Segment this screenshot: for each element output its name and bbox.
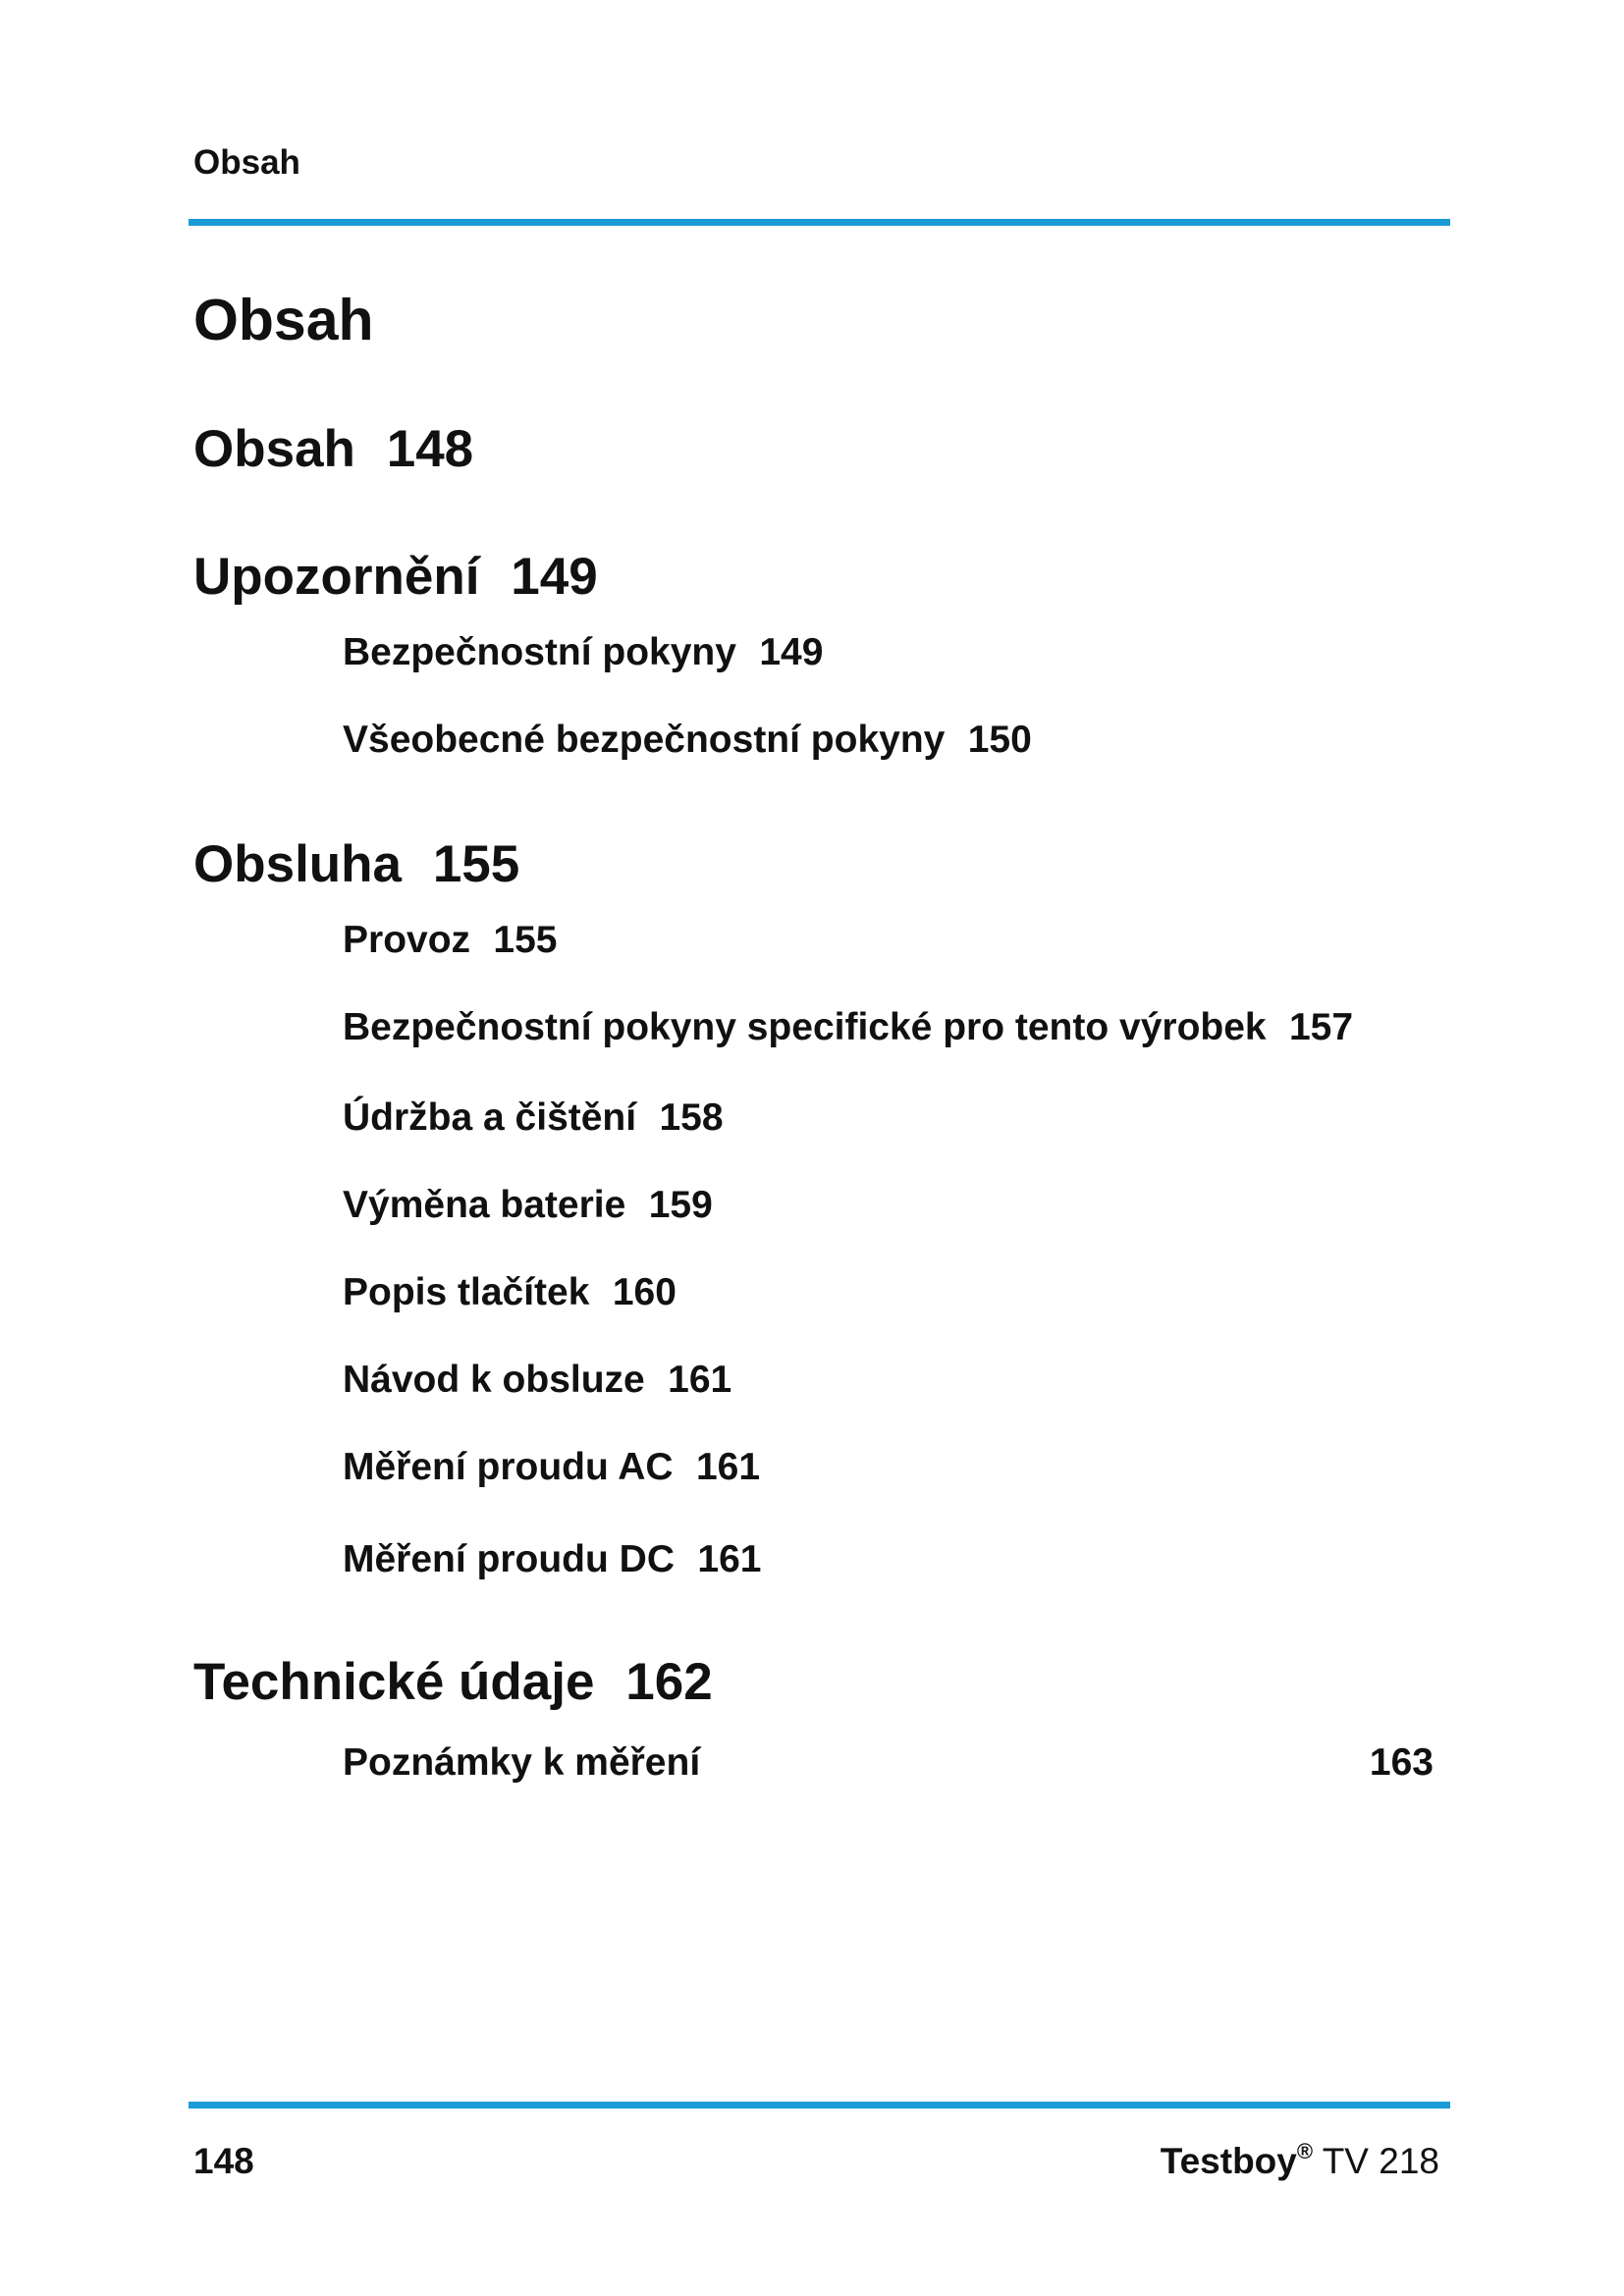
toc-entry-poznamky-k-mereni[interactable] bbox=[343, 1741, 1434, 1785]
running-header: Obsah bbox=[193, 143, 300, 182]
toc-entry-page: 159 bbox=[648, 1184, 713, 1226]
toc-entry-title: Bezpečnostní pokyny specifické pro tento výrobek bbox=[343, 1006, 1267, 1048]
toc-entry-mereni-proudu-dc[interactable] bbox=[343, 1538, 761, 1581]
toc-entry-page: 163 bbox=[1369, 1741, 1434, 1784]
toc-entry-vymena-baterie[interactable] bbox=[343, 1184, 713, 1227]
toc-entry-title: Poznámky k měření bbox=[343, 1741, 701, 1784]
toc-entry-page: 161 bbox=[668, 1359, 732, 1401]
toc-entry-bezpecnostni-pokyny-specificke[interactable] bbox=[343, 1006, 1353, 1049]
toc-entry-bezpecnostni-pokyny[interactable] bbox=[343, 631, 823, 674]
toc-entry-title: Technické údaje bbox=[193, 1653, 595, 1711]
page-title: Obsah bbox=[193, 288, 374, 352]
toc-entry-title: Obsluha bbox=[193, 835, 403, 893]
toc-entry-title: Upozornění bbox=[193, 548, 480, 606]
toc-entry-title: Výměna baterie bbox=[343, 1184, 626, 1226]
toc-entry-page: 149 bbox=[511, 548, 598, 606]
brand-name: Testboy bbox=[1160, 2141, 1297, 2181]
toc-entry-title: Měření proudu DC bbox=[343, 1538, 675, 1580]
toc-entry-technicke-udaje[interactable] bbox=[193, 1652, 713, 1712]
toc-entry-page: 148 bbox=[386, 420, 474, 478]
toc-entry-page: 162 bbox=[625, 1653, 713, 1711]
footer-page-number: 148 bbox=[193, 2141, 254, 2181]
registered-mark: ® bbox=[1296, 2139, 1314, 2163]
toc-entry-navod-k-obsluze[interactable] bbox=[343, 1359, 731, 1402]
toc-entry-page: 161 bbox=[697, 1538, 762, 1580]
toc-entry-udrzba-a-cisteni[interactable] bbox=[343, 1096, 724, 1140]
model-name: TV 218 bbox=[1322, 2141, 1439, 2181]
toc-entry-mereni-proudu-ac[interactable] bbox=[343, 1446, 760, 1489]
footer-product bbox=[1161, 2141, 1439, 2182]
toc-entry-title: Bezpečnostní pokyny bbox=[343, 631, 736, 673]
toc-entry-page: 155 bbox=[432, 835, 520, 893]
footer-rule bbox=[189, 2102, 1450, 2109]
toc-entry-page: 161 bbox=[695, 1446, 761, 1488]
toc-entry-page: 155 bbox=[493, 919, 558, 961]
toc-entry-page: 149 bbox=[759, 631, 824, 673]
toc-entry-title: Všeobecné bezpečnostní pokyny bbox=[343, 719, 946, 761]
toc-entry-popis-tlacitek[interactable] bbox=[343, 1271, 677, 1314]
toc-entry-page: 157 bbox=[1288, 1006, 1354, 1048]
toc-entry-vseobecne-bezpecnostni-pokyny[interactable] bbox=[343, 719, 1032, 762]
toc-entry-obsah[interactable] bbox=[193, 419, 473, 479]
toc-entry-title: Návod k obsluze bbox=[343, 1359, 645, 1401]
toc-entry-page: 160 bbox=[612, 1271, 677, 1313]
toc-entry-title: Obsah bbox=[193, 420, 355, 478]
toc-entry-title: Provoz bbox=[343, 919, 471, 961]
toc-entry-title: Měření proudu AC bbox=[343, 1446, 674, 1488]
toc-entry-page: 150 bbox=[967, 719, 1032, 761]
toc-entry-title: Údržba a čištění bbox=[343, 1096, 637, 1139]
toc-entry-obsluha[interactable] bbox=[193, 834, 519, 894]
toc-entry-provoz[interactable] bbox=[343, 919, 558, 962]
toc-entry-page: 158 bbox=[659, 1096, 724, 1139]
toc-entry-title: Popis tlačítek bbox=[343, 1271, 590, 1313]
toc-entry-upozorneni[interactable] bbox=[193, 547, 598, 607]
